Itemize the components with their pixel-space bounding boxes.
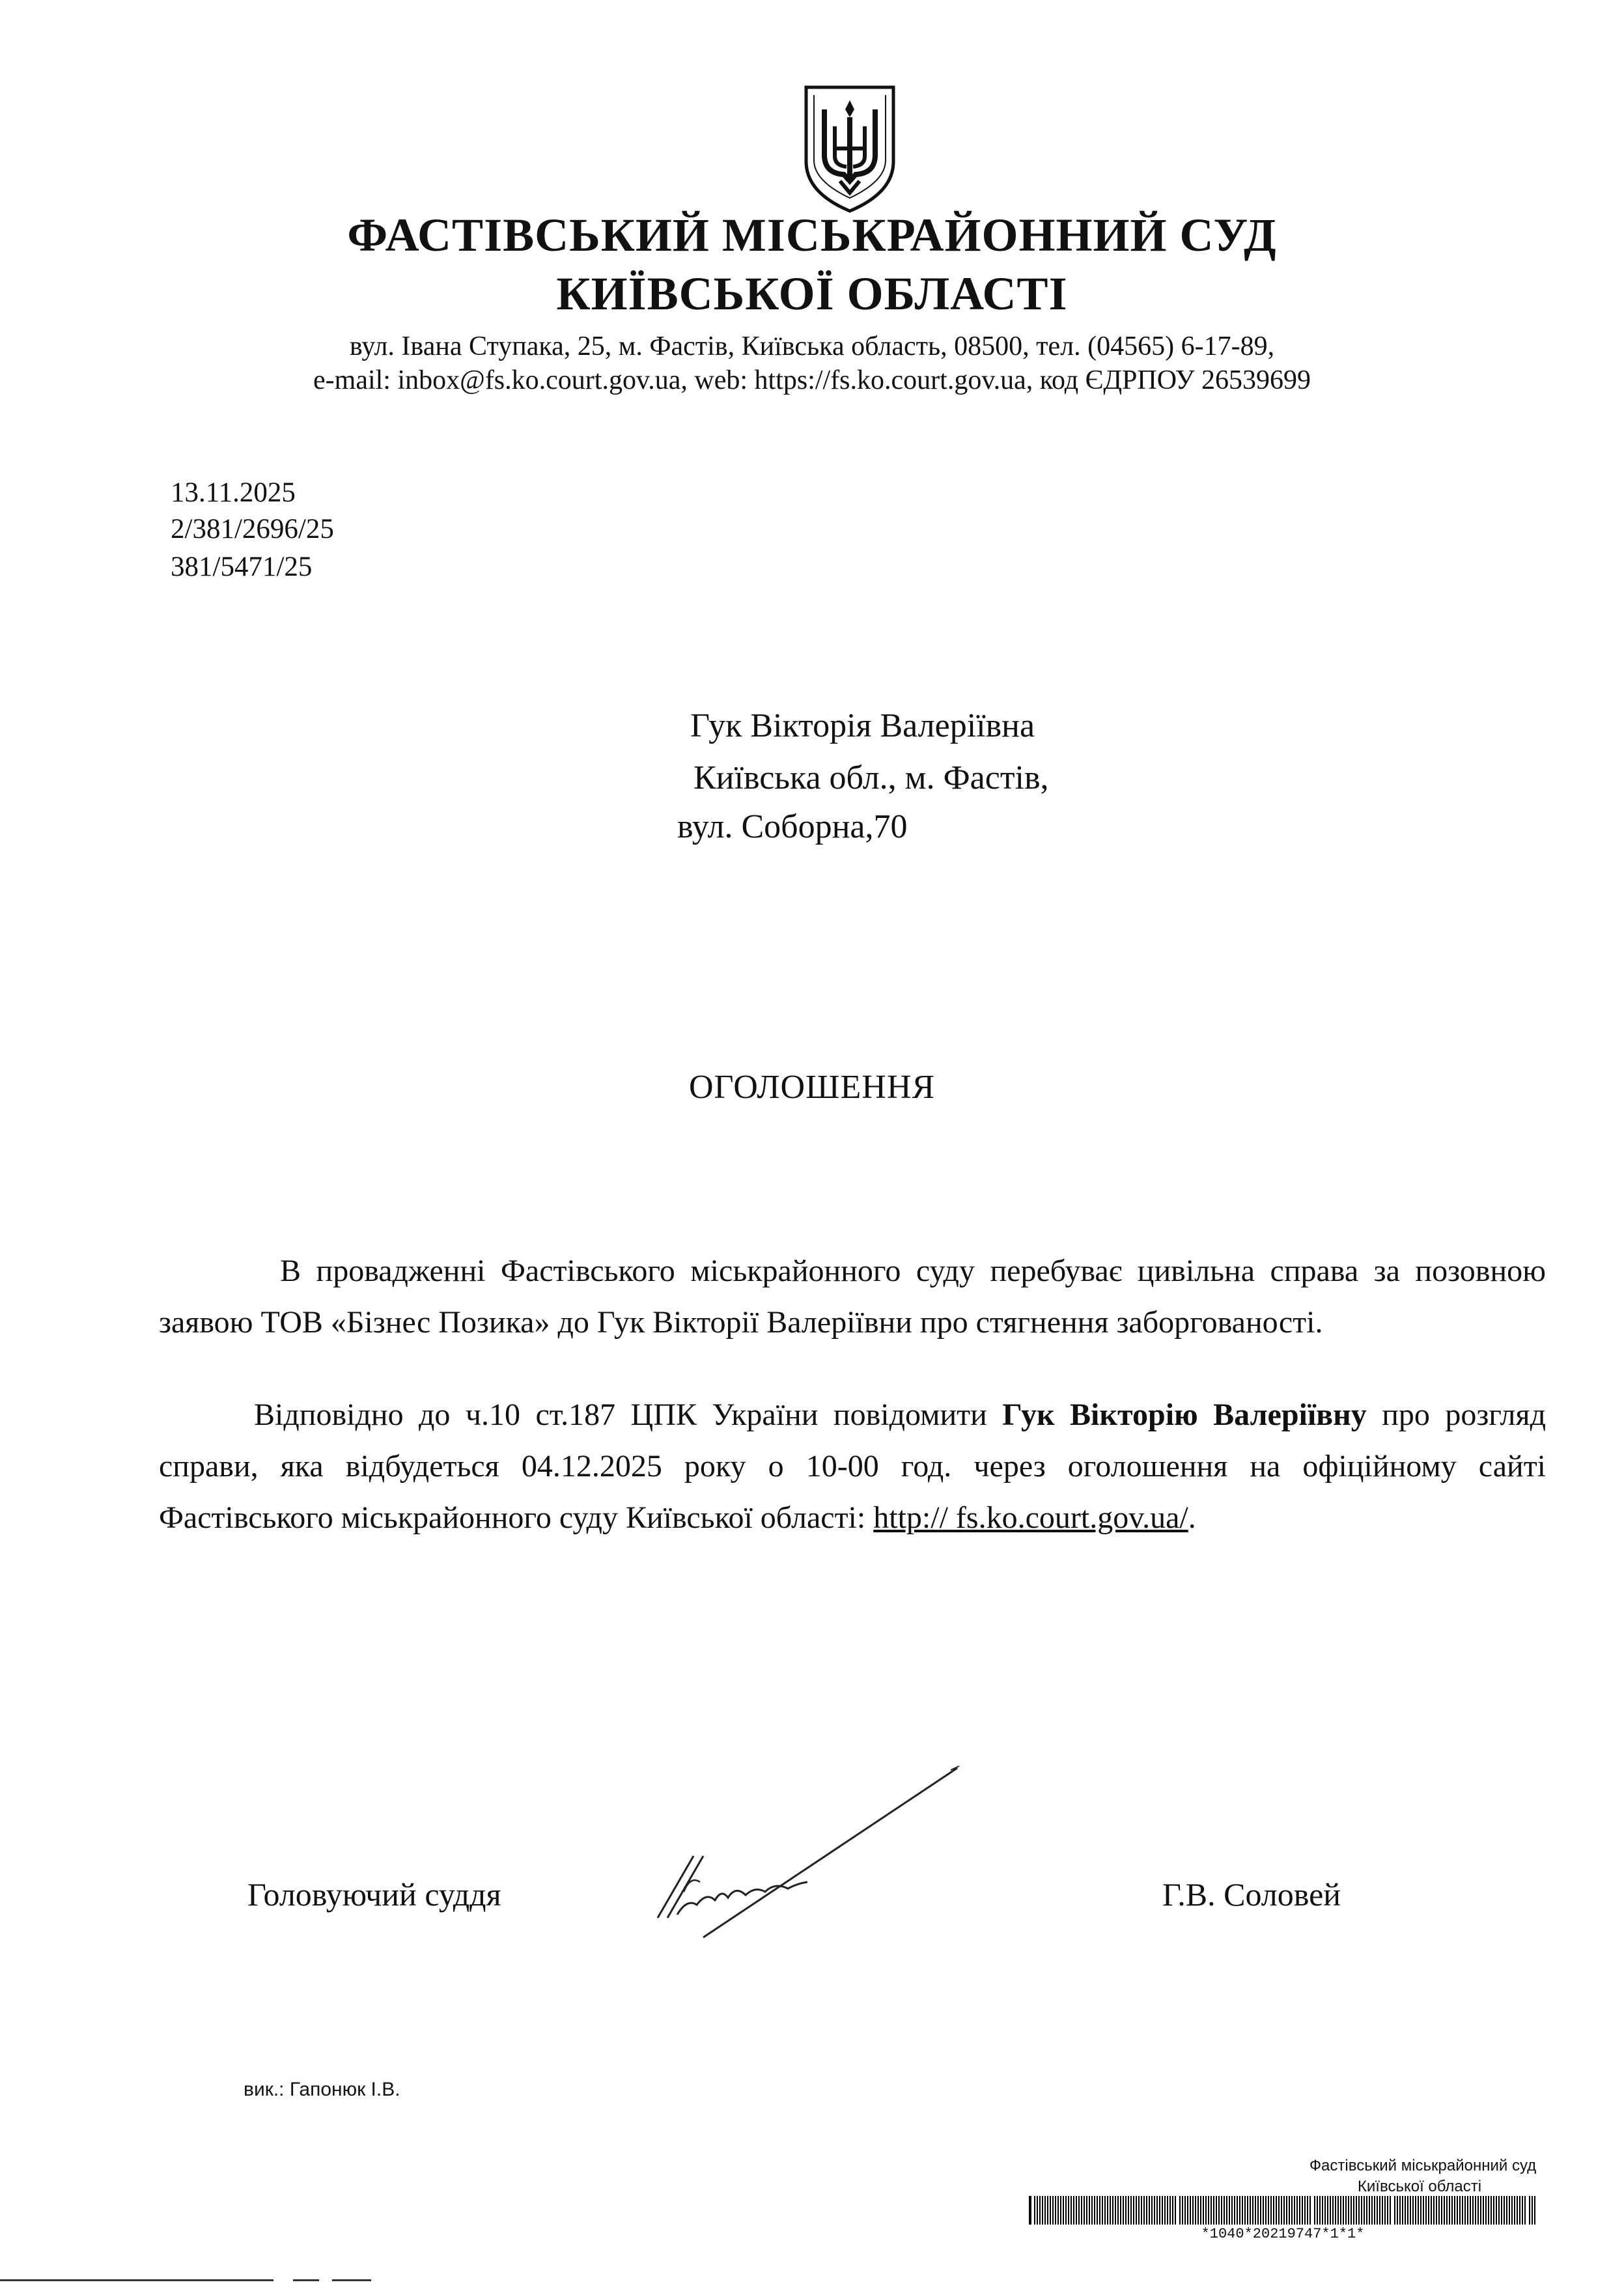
barcode-bar — [1057, 2196, 1059, 2225]
barcode-bar — [1084, 2196, 1085, 2225]
barcode-bar — [1063, 2196, 1064, 2225]
barcode-bar — [1496, 2196, 1497, 2225]
barcode-bar — [1268, 2196, 1269, 2225]
paragraph-2-body: про розгляд справи, яка відбудеться 04.12.2025 року о 10-00 год. через оголошення на офіційному сайті Фастівського міськрайонного суду Київської області: — [159, 1398, 1546, 1535]
barcode-bar — [1047, 2196, 1048, 2225]
barcode-bar — [1123, 2196, 1124, 2225]
barcode-bar — [1156, 2196, 1158, 2225]
barcode-bar — [1317, 2196, 1318, 2225]
barcode-bar — [1480, 2196, 1481, 2225]
barcode-bar — [1446, 2196, 1448, 2225]
barcode-bar — [1407, 2196, 1408, 2225]
barcode-bar — [1449, 2196, 1450, 2225]
barcode-bar — [1143, 2196, 1145, 2225]
barcode-bar — [1390, 2196, 1391, 2225]
barcode-bar — [1068, 2196, 1069, 2225]
barcode-bar — [1387, 2196, 1388, 2225]
barcode-bar — [1086, 2196, 1087, 2225]
document-date: 13.11.2025 — [171, 477, 296, 508]
barcode-bar — [1428, 2196, 1429, 2225]
barcode-bar — [1420, 2196, 1421, 2225]
barcode-bar — [1203, 2196, 1204, 2225]
barcode-bar — [1340, 2196, 1341, 2225]
barcode-bar — [1517, 2196, 1518, 2225]
barcode-bar — [1433, 2196, 1435, 2225]
barcode-bar — [1488, 2196, 1489, 2225]
barcode-bar — [1327, 2196, 1328, 2225]
barcode-bar — [1234, 2196, 1235, 2225]
barcode-bar — [1112, 2196, 1113, 2225]
court-contacts-web: e-mail: inbox@fs.ko.court.gov.ua, web: https://fs.ko.court.gov.ua, код ЄДРПОУ 26539699 — [313, 365, 1311, 395]
barcode-bar — [1197, 2196, 1199, 2225]
barcode-bar — [1534, 2196, 1535, 2225]
barcode-bar — [1071, 2196, 1072, 2225]
barcode-bar — [1154, 2196, 1155, 2225]
barcode-bar — [1089, 2196, 1090, 2225]
barcode-bar — [1493, 2196, 1494, 2225]
barcode-bar — [1506, 2196, 1507, 2225]
barcode-bar — [1366, 2196, 1367, 2225]
barcode-bar — [1146, 2196, 1147, 2225]
barcode-bar — [1055, 2196, 1056, 2225]
barcode-bar — [1270, 2196, 1272, 2225]
barcode-bar — [1192, 2196, 1194, 2225]
barcode-bar — [1532, 2196, 1533, 2225]
barcode-bar — [1175, 2196, 1176, 2225]
barcode-bar — [1050, 2196, 1051, 2225]
barcode-bar — [1179, 2196, 1181, 2225]
barcode-bar — [1128, 2196, 1129, 2225]
barcode-bar — [1117, 2196, 1119, 2225]
barcode-bar — [1412, 2196, 1414, 2225]
barcode-bar — [1208, 2196, 1209, 2225]
barcode-bar — [1211, 2196, 1212, 2225]
barcode-bar — [1356, 2196, 1357, 2225]
barcode-bar — [1141, 2196, 1142, 2225]
barcode-bar — [1229, 2196, 1230, 2225]
barcode-bar — [1483, 2196, 1484, 2225]
barcode-bar — [1107, 2196, 1108, 2225]
barcode-bar — [1283, 2196, 1285, 2225]
barcode-bar — [1351, 2196, 1352, 2225]
barcode-bar — [1472, 2196, 1474, 2225]
announcement-paragraph-2 — [159, 1389, 1546, 1543]
scan-edge-line — [0, 2279, 404, 2281]
barcode-bar — [1276, 2196, 1277, 2225]
barcode-bar — [1213, 2196, 1214, 2225]
barcode-bar — [1307, 2196, 1308, 2225]
barcode-bar — [1371, 2196, 1373, 2225]
barcode-bar — [1099, 2196, 1100, 2225]
barcode-bar — [1218, 2196, 1220, 2225]
barcode-bar — [1304, 2196, 1306, 2225]
barcode-bar — [1029, 2196, 1031, 2225]
barcode-bar — [1464, 2196, 1466, 2225]
barcode-bar — [1226, 2196, 1227, 2225]
barcode-bar — [1078, 2196, 1080, 2225]
barcode-bar — [1187, 2196, 1188, 2225]
barcode-bar — [1138, 2196, 1140, 2225]
signatory-title: Головуючий суддя — [247, 1876, 501, 1913]
barcode-bar — [1498, 2196, 1500, 2225]
executor-note: вик.: Гапонюк І.В. — [244, 2079, 400, 2100]
barcode-bar — [1182, 2196, 1183, 2225]
barcode-bar — [1394, 2196, 1395, 2225]
barcode-bar — [1115, 2196, 1116, 2225]
barcode-number: *1040*20219747*1*1* — [1201, 2226, 1365, 2242]
barcode-bar — [1382, 2196, 1383, 2225]
stamp-region: Київської області — [1357, 2178, 1482, 2195]
barcode-bar — [1162, 2196, 1163, 2225]
barcode-bar — [1291, 2196, 1293, 2225]
barcode-bar — [1231, 2196, 1233, 2225]
barcode-bar — [1273, 2196, 1274, 2225]
addressee-city: Київська обл., м. Фастів, — [693, 759, 1049, 796]
barcode-bar — [1504, 2196, 1505, 2225]
barcode-bar — [1415, 2196, 1416, 2225]
barcode-bar — [1296, 2196, 1298, 2225]
barcode-bar — [1060, 2196, 1061, 2225]
barcode-bar — [1257, 2196, 1259, 2225]
announcement-paragraph-1: В провадженні Фастівського міськрайонного суду перебуває цивільна справа за позовною заявою ТОВ «Бізнес Позика» до Гук Вікторії Валеріївни про стягнення заборгованості. — [159, 1254, 1546, 1340]
barcode — [1029, 2196, 1537, 2225]
barcode-bar — [1467, 2196, 1468, 2225]
barcode-bar — [1076, 2196, 1077, 2225]
case-number: 2/381/2696/25 — [171, 514, 334, 544]
barcode-bar — [1509, 2196, 1510, 2225]
barcode-bar — [1130, 2196, 1132, 2225]
proceeding-number: 381/5471/25 — [171, 552, 313, 582]
barcode-bar — [1418, 2196, 1419, 2225]
barcode-bar — [1125, 2196, 1127, 2225]
barcode-bar — [1451, 2196, 1453, 2225]
barcode-bar — [1052, 2196, 1054, 2225]
barcode-bar — [1374, 2196, 1375, 2225]
barcode-bar — [1250, 2196, 1251, 2225]
barcode-bar — [1397, 2196, 1398, 2225]
barcode-bar — [1224, 2196, 1225, 2225]
barcode-bar — [1263, 2196, 1264, 2225]
barcode-bar — [1104, 2196, 1106, 2225]
barcode-bar — [1120, 2196, 1121, 2225]
barcode-bar — [1477, 2196, 1479, 2225]
barcode-bar — [1343, 2196, 1344, 2225]
judge-name: Г.В. Соловей — [1162, 1876, 1341, 1913]
barcode-bar — [1200, 2196, 1201, 2225]
barcode-bar — [1314, 2196, 1315, 2225]
barcode-bar — [1330, 2196, 1331, 2225]
barcode-bar — [1190, 2196, 1191, 2225]
barcode-bar — [1167, 2196, 1168, 2225]
barcode-bar — [1286, 2196, 1287, 2225]
barcode-bar — [1319, 2196, 1321, 2225]
stamp-court-name: Фастівський міськрайонний суд — [1309, 2157, 1537, 2174]
barcode-bar — [1073, 2196, 1074, 2225]
handwritten-signature — [632, 1758, 970, 1947]
barcode-bar — [1462, 2196, 1463, 2225]
addressee-name: Гук Вікторія Валеріївна — [690, 707, 1035, 744]
barcode-bar — [1425, 2196, 1427, 2225]
barcode-bar — [1034, 2196, 1035, 2225]
barcode-bar — [1149, 2196, 1150, 2225]
paragraph-2-intro: Відповідно до ч.10 ст.187 ЦПК України повідомити — [254, 1398, 1003, 1432]
barcode-bar — [1438, 2196, 1440, 2225]
barcode-bar — [1410, 2196, 1411, 2225]
barcode-bar — [1159, 2196, 1160, 2225]
barcode-bar — [1065, 2196, 1067, 2225]
barcode-bar — [1470, 2196, 1471, 2225]
barcode-bar — [1309, 2196, 1311, 2225]
barcode-bar — [1332, 2196, 1334, 2225]
barcode-bar — [1423, 2196, 1424, 2225]
barcode-bar — [1091, 2196, 1093, 2225]
barcode-bar — [1348, 2196, 1349, 2225]
barcode-bar — [1242, 2196, 1243, 2225]
barcode-bar — [1094, 2196, 1095, 2225]
barcode-bar — [1278, 2196, 1280, 2225]
paragraph-2-end: . — [1188, 1500, 1196, 1535]
trident-emblem-icon — [801, 83, 899, 214]
barcode-bar — [1237, 2196, 1238, 2225]
barcode-bar — [1459, 2196, 1461, 2225]
barcode-bar — [1361, 2196, 1362, 2225]
barcode-bar — [1097, 2196, 1098, 2225]
barcode-bar — [1524, 2196, 1526, 2225]
barcode-bar — [1244, 2196, 1246, 2225]
barcode-bar — [1255, 2196, 1256, 2225]
barcode-bar — [1322, 2196, 1323, 2225]
barcode-bar — [1324, 2196, 1326, 2225]
barcode-bar — [1353, 2196, 1354, 2225]
barcode-bar — [1216, 2196, 1217, 2225]
court-name-line2: КИЇВСЬКОЇ ОБЛАСТІ — [556, 268, 1068, 320]
barcode-bar — [1511, 2196, 1513, 2225]
barcode-bar — [1294, 2196, 1295, 2225]
barcode-bar — [1136, 2196, 1137, 2225]
barcode-bar — [1399, 2196, 1401, 2225]
barcode-bar — [1252, 2196, 1253, 2225]
court-name-line1: ФАСТІВСЬКИЙ МІСЬКРАЙОННИЙ СУД — [347, 209, 1277, 261]
announcement-title: ОГОЛОШЕННЯ — [688, 1069, 936, 1106]
barcode-bar — [1044, 2196, 1046, 2225]
barcode-bar — [1337, 2196, 1339, 2225]
barcode-bar — [1475, 2196, 1476, 2225]
barcode-bar — [1039, 2196, 1041, 2225]
barcode-bar — [1501, 2196, 1502, 2225]
barcode-bar — [1431, 2196, 1432, 2225]
barcode-bar — [1457, 2196, 1458, 2225]
barcode-bar — [1522, 2196, 1523, 2225]
barcode-bar — [1265, 2196, 1267, 2225]
barcode-bar — [1110, 2196, 1111, 2225]
barcode-bar — [1247, 2196, 1248, 2225]
court-website-link[interactable]: http:// fs.ko.court.gov.ua/ — [873, 1500, 1188, 1535]
barcode-bar — [1239, 2196, 1240, 2225]
barcode-bar — [1195, 2196, 1196, 2225]
barcode-bar — [1379, 2196, 1380, 2225]
barcode-bar — [1444, 2196, 1445, 2225]
barcode-bar — [1205, 2196, 1207, 2225]
court-contacts-address: вул. Івана Ступака, 25, м. Фастів, Київська область, 08500, тел. (04565) 6-17-89, — [349, 331, 1275, 361]
addressee-street: вул. Соборна,70 — [677, 808, 908, 845]
barcode-bar — [1289, 2196, 1290, 2225]
barcode-bar — [1384, 2196, 1386, 2225]
barcode-bar — [1172, 2196, 1173, 2225]
barcode-bar — [1364, 2196, 1365, 2225]
barcode-bar — [1151, 2196, 1153, 2225]
barcode-bar — [1405, 2196, 1406, 2225]
barcode-bar — [1441, 2196, 1442, 2225]
barcode-bar — [1402, 2196, 1403, 2225]
barcode-bar — [1169, 2196, 1171, 2225]
barcode-bar — [1529, 2196, 1530, 2225]
barcode-bar — [1345, 2196, 1347, 2225]
barcode-bar — [1281, 2196, 1282, 2225]
barcode-bar — [1436, 2196, 1437, 2225]
barcode-bar — [1102, 2196, 1103, 2225]
defendant-name-bold: Гук Вікторію Валеріївну — [1002, 1398, 1367, 1432]
barcode-bar — [1299, 2196, 1300, 2225]
barcode-bar — [1454, 2196, 1455, 2225]
barcode-bar — [1042, 2196, 1043, 2225]
barcode-bar — [1335, 2196, 1336, 2225]
barcode-bar — [1514, 2196, 1515, 2225]
barcode-bar — [1260, 2196, 1261, 2225]
barcode-bar — [1377, 2196, 1378, 2225]
barcode-bar — [1302, 2196, 1303, 2225]
barcode-bar — [1485, 2196, 1487, 2225]
barcode-bar — [1037, 2196, 1038, 2225]
barcode-bar — [1369, 2196, 1370, 2225]
barcode-bar — [1164, 2196, 1166, 2225]
barcode-bar — [1081, 2196, 1082, 2225]
barcode-bar — [1221, 2196, 1222, 2225]
barcode-bar — [1491, 2196, 1492, 2225]
barcode-bar — [1358, 2196, 1360, 2225]
barcode-bar — [1133, 2196, 1134, 2225]
barcode-bar — [1184, 2196, 1186, 2225]
barcode-bar — [1519, 2196, 1520, 2225]
